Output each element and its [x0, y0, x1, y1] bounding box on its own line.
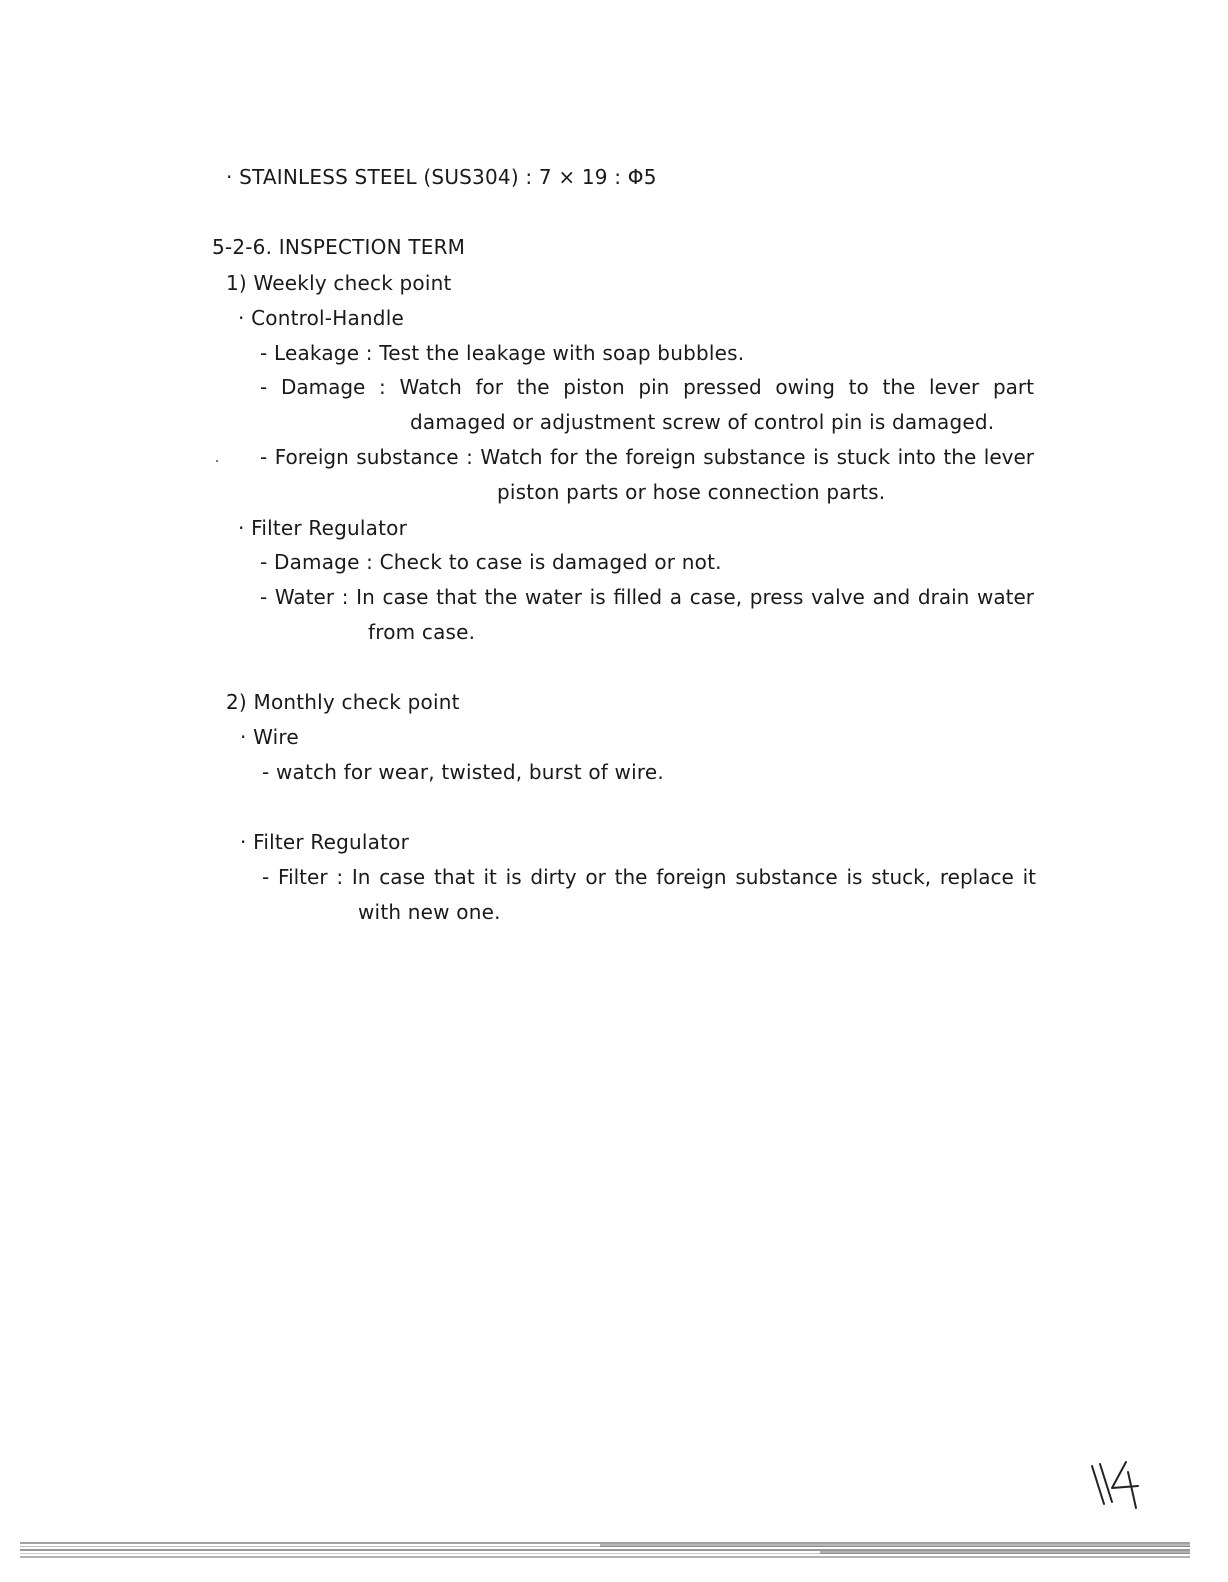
leakage-item: - Leakage : Test the leakage with soap bubbles. — [260, 341, 745, 365]
weekly-title: 1) Weekly check point — [226, 271, 452, 295]
damage-item-line-1: - Damage : Watch for the piston pin pressed owing to the lever part — [260, 375, 1034, 399]
foreign-substance-item-line-1: - Foreign substance : Watch for the foreign substance is stuck into the lever — [260, 445, 1034, 469]
control-handle-bullet: · Control-Handle — [238, 306, 404, 330]
filter-regulator-bullet-weekly: · Filter Regulator — [238, 516, 407, 540]
monthly-title: 2) Monthly check point — [226, 690, 460, 714]
water-item-line-2: from case. — [368, 620, 476, 644]
filter-item-line-1: - Filter : In case that it is dirty or the foreign substance is stuck, replace it — [262, 865, 1036, 889]
foreign-substance-item-line-2: piston parts or hose connection parts. — [497, 480, 886, 504]
handwritten-page-number — [1086, 1458, 1146, 1518]
filter-damage-item: - Damage : Check to case is damaged or not. — [260, 550, 722, 574]
damage-item-line-2: damaged or adjustment screw of control pin is damaged. — [410, 410, 995, 434]
wire-item: - watch for wear, twisted, burst of wire. — [262, 760, 664, 784]
water-item-line-1: - Water : In case that the water is filled a case, press valve and drain water — [260, 585, 1034, 609]
scan-noise-strip — [0, 1532, 1228, 1564]
margin-mark — [216, 460, 218, 462]
filter-item-line-2: with new one. — [358, 900, 501, 924]
filter-regulator-bullet-monthly: · Filter Regulator — [240, 830, 409, 854]
spec-line: · STAINLESS STEEL (SUS304) : 7 × 19 : Φ5 — [226, 165, 657, 189]
section-heading: 5-2-6. INSPECTION TERM — [212, 235, 466, 259]
wire-bullet: · Wire — [240, 725, 299, 749]
